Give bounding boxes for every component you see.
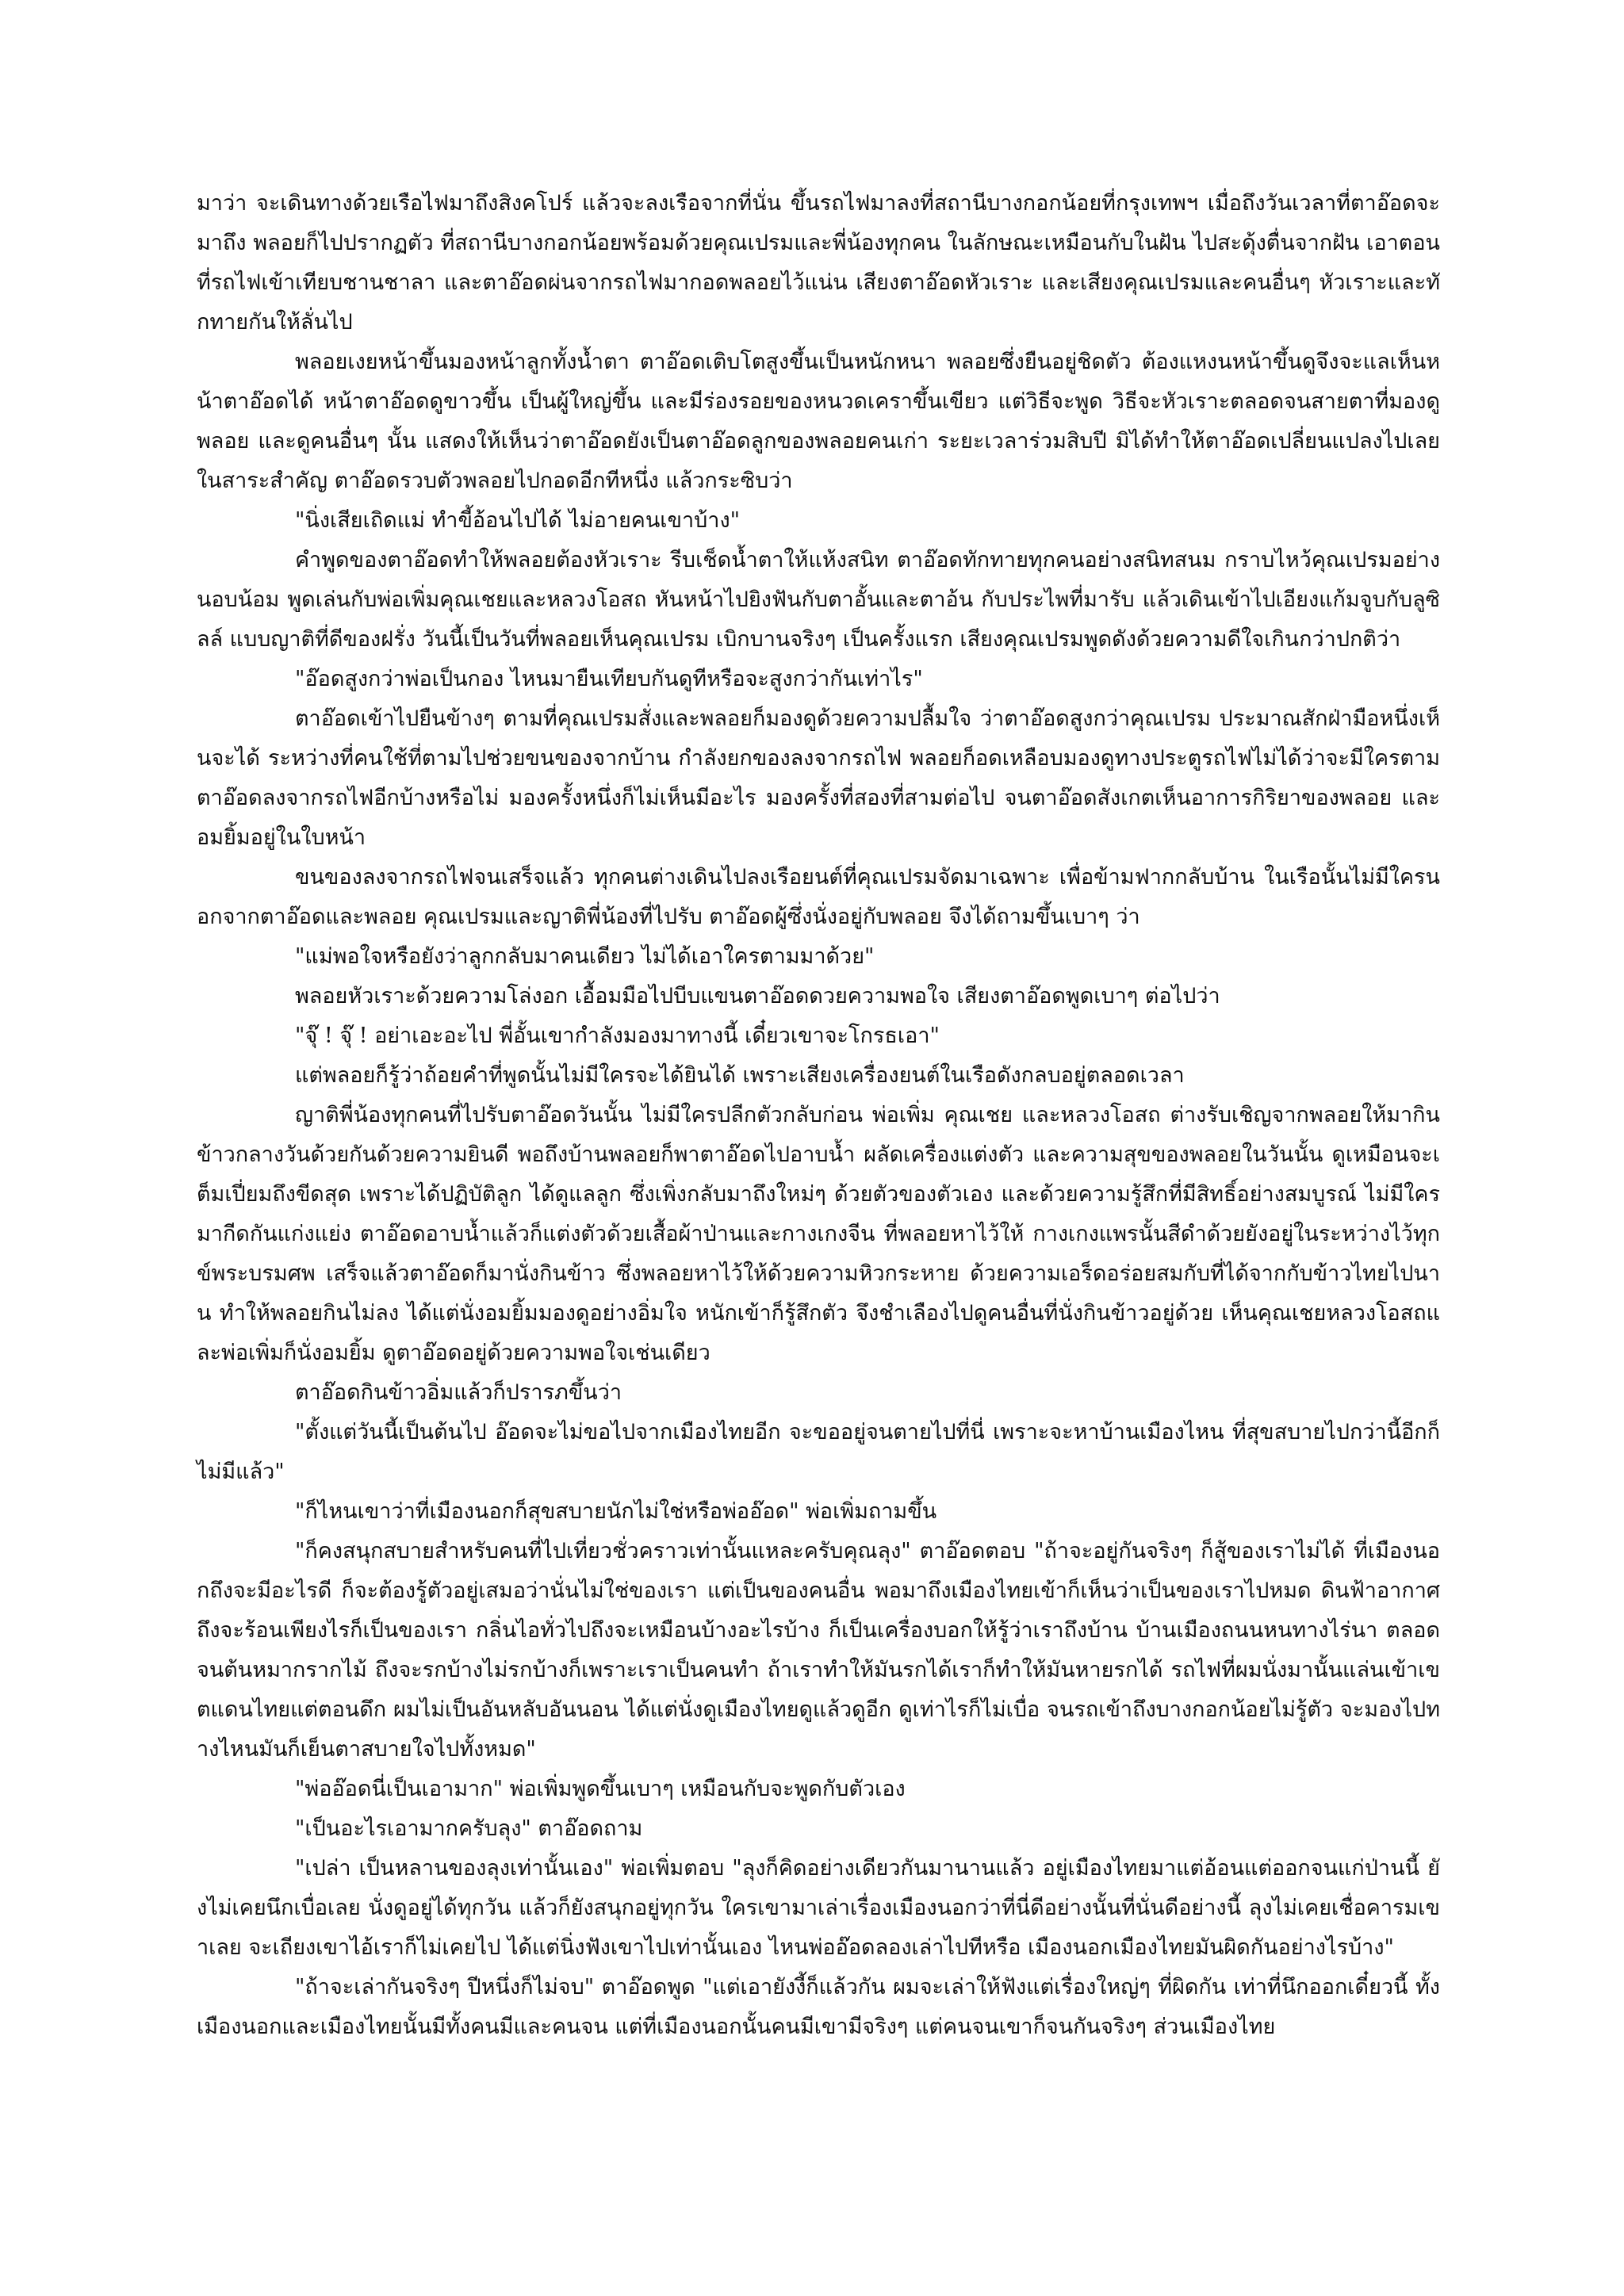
dialogue-line: "ตั้งแต่วันนี้เป็นต้นไป อ๊อดจะไม่ขอไปจากเมืองไทยอีก จะขออยู่จนตายไปที่นี่ เพราะจะหาบ้านเมืองไหน ที่สุขสบายไปกว่านี้อีกก็ไม่มีแล้ว" [197,1420,1440,1484]
paragraph: ขนของลงจากรถไฟจนเสร็จแล้ว ทุกคนต่างเดินไปลงเรือยนต์ที่คุณเปรมจัดมาเฉพาะ เพื่อข้ามฟากกลับบ้าน ในเรือนั้นไม่มีใครนอกจากตาอ๊อดและพลอย คุณเปรมและญาติพี่น้องที่ไปรับ ตาอ๊อดผู้ซึ่งนั่งอยู่กับพลอย จึงได้ถามขึ้นเบาๆ ว่า [197,865,1440,929]
document-page [197,184,1440,2047]
dialogue-line: "แม่พอใจหรือยังว่าลูกกลับมาคนเดียว ไม่ได้เอาใครตามมาด้วย" [295,944,875,969]
dialogue-line: "ก็ไหนเขาว่าที่เมืองนอกก็สุขสบายนักไม่ใช่หรือพ่ออ๊อด" พ่อเพิ่มถามขึ้น [295,1499,937,1524]
dialogue-line: "ถ้าจะเล่ากันจริงๆ ปีหนึ่งก็ไม่จบ" ตาอ๊อดพูด "แต่เอายังงี้ก็แล้วกัน ผมจะเล่าให้ฟังแต่เรื่องใหญ่ๆ ที่ผิดกัน เท่าที่นึกออกเดี๋ยวนี้ ทั้งเมืองนอกและเมืองไทยนั้นมีทั้งคนมีและคนจน แต่ที่เมืองนอกนั้นคนมีเขามีจริงๆ แต่คนจนเขาก็จนกันจริงๆ ส่วนเมืองไทย [197,1975,1440,2039]
paragraph: มาว่า จะเดินทางด้วยเรือไฟมาถึงสิงคโปร์ แล้วจะลงเรือจากที่นั่น ขึ้นรถไฟมาลงที่สถานีบางกอกน้อยที่กรุงเทพฯ เมื่อถึงวันเวลาที่ตาอ๊อดจะมาถึง พลอยก็ไปปรากฏตัว ที่สถานีบางกอกน้อยพร้อมด้วยคุณเปรมและพี่น้องทุกคน ในลักษณะเหมือนกับในฝัน ไปสะดุ้งตื่นจากฝัน เอาตอนที่รถไฟเข้าเทียบชานชาลา และตาอ๊อดผ่นจากรถไฟมากอดพลอยไว้แน่น เสียงตาอ๊อดหัวเราะ และเสียงคุณเปรมและคนอื่นๆ หัวเราะและทักทายกันให้ลั่นไป [197,191,1440,335]
dialogue-line: "อ๊อดสูงกว่าพ่อเป็นกอง ไหนมายืนเทียบกันดูทีหรือจะสูงกว่ากันเท่าไร" [295,667,923,691]
paragraph: คำพูดของตาอ๊อดทำให้พลอยต้องหัวเราะ รีบเช็ดน้ำตาให้แห้งสนิท ตาอ๊อดทักทายทุกคนอย่างสนิทสนม กราบไหว้คุณเปรมอย่างนอบน้อม พูดเล่นกับพ่อเพิ่มคุณเชยและหลวงโอสถ หันหน้าไปยิงฟันกับตาอั้นและตาอ้น กับประไพที่มารับ แล้วเดินเข้าไปเอียงแก้มจูบกับลูซิลล์ แบบญาติที่ดีของฝรั่ง วันนี้เป็นวันที่พลอยเห็นคุณเปรม เบิกบานจริงๆ เป็นครั้งแรก เสียงคุณเปรมพูดดังด้วยความดีใจเกินกว่าปกติว่า [197,548,1440,652]
paragraph: ตาอ๊อดเข้าไปยืนข้างๆ ตามที่คุณเปรมสั่งและพลอยก็มองดูด้วยความปลื้มใจ ว่าตาอ๊อดสูงกว่าคุณเปรม ประมาณสักฝ่ามือหนึ่งเห็นจะได้ ระหว่างที่คนใช้ที่ตามไปช่วยขนของจากบ้าน กำลังยกของลงจากรถไฟ พลอยก็อดเหลือบมองดูทางประตูรถไฟไม่ได้ว่าจะมีใครตามตาอ๊อดลงจากรถไฟอีกบ้างหรือไม่ มองครั้งหนึ่งก็ไม่เห็นมีอะไร มองครั้งที่สองที่สามต่อไป จนตาอ๊อดสังเกตเห็นอาการกิริยาของพลอย และอมยิ้มอยู่ในใบหน้า [197,706,1440,850]
paragraph: พลอยเงยหน้าขึ้นมองหน้าลูกทั้งน้ำตา ตาอ๊อดเติบโตสูงขึ้นเป็นหนักหนา พลอยซึ่งยืนอยู่ชิดตัว ต้องแหงนหน้าขึ้นดูจึงจะแลเห็นหน้าตาอ๊อดได้ หน้าตาอ๊อดดูขาวขึ้น เป็นผู้ใหญ่ขึ้น และมีร่องรอยของหนวดเคราขึ้นเขียว แต่วิธีจะพูด วิธีจะหัวเราะตลอดจนสายตาที่มองดูพลอย และดูคนอื่นๆ นั้น แสดงให้เห็นว่าตาอ๊อดยังเป็นตาอ๊อดลูกของพลอยคนเก่า ระยะเวลาร่วมสิบปี มิได้ทำให้ตาอ๊อดเปลี่ยนแปลงไปเลยในสาระสำคัญ ตาอ๊อดรวบตัวพลอยไปกอดอีกทีหนึ่ง แล้วกระซิบว่า [197,350,1440,493]
paragraph: แต่พลอยก็รู้ว่าถ้อยคำที่พูดนั้นไม่มีใครจะได้ยินได้ เพราะเสียงเครื่องยนต์ในเรือดังกลบอยู่ตลอดเวลา [295,1063,1185,1088]
dialogue-line: "จุ๊ ! จุ๊ ! อย่าเอะอะไป พี่อั้นเขากำลังมองมาทางนี้ เดี๋ยวเขาจะโกรธเอา" [295,1024,940,1048]
dialogue-line: "เป็นอะไรเอามากครับลุง" ตาอ๊อดถาม [295,1816,643,1841]
dialogue-line: "นิ่งเสียเถิดแม่ ทำขี้อ้อนไปได้ ไม่อายคนเขาบ้าง" [295,508,741,533]
paragraph: ญาติพี่น้องทุกคนที่ไปรับตาอ๊อดวันนั้น ไม่มีใครปลีกตัวกลับก่อน พ่อเพิ่ม คุณเชย และหลวงโอสถ ต่างรับเชิญจากพลอยให้มากินข้าวกลางวันด้วยกันด้วยความยินดี พอถึงบ้านพลอยก็พาตาอ๊อดไปอาบน้ำ ผลัดเครื่องแต่งตัว และความสุขของพลอยในวันนั้น ดูเหมือนจะเต็มเปี่ยมถึงขีดสุด เพราะได้ปฏิบัติลูก ได้ดูแลลูก ซึ่งเพิ่งกลับมาถึงใหม่ๆ ด้วยตัวของตัวเอง และด้วยความรู้สึกที่มีสิทธิ์อย่างสมบูรณ์ ไม่มีใครมากีดกันแก่งแย่ง ตาอ๊อดอาบน้ำแล้วก็แต่งตัวด้วยเสื้อผ้าป่านและกางเกงจีน ที่พลอยหาไว้ให้ กางเกงแพรนั้นสีดำด้วยยังอยู่ในระหว่างไว้ทุกข์พระบรมศพ เสร็จแล้วตาอ๊อดก็มานั่งกินข้าว ซึ่งพลอยหาไว้ให้ด้วยความหิวกระหาย ด้วยความเอร็ดอร่อยสมกับที่ได้จากกับข้าวไทยไปนาน ทำให้พลอยกินไม่ลง ได้แต่นั่งอมยิ้มมองดูอย่างอิ่มใจ หนักเข้าก็รู้สึกตัว จึงชำเลืองไปดูคนอื่นที่นั่งกินข้าวอยู่ด้วย เห็นคุณเชยหลวงโอสถและพ่อเพิ่มก็นั่งอมยิ้ม ดูตาอ๊อดอยู่ด้วยความพอใจเช่นเดียว [197,1103,1440,1365]
dialogue-line: "พ่ออ๊อดนี่เป็นเอามาก" พ่อเพิ่มพูดขึ้นเบาๆ เหมือนกับจะพูดกับตัวเอง [295,1777,906,1801]
paragraph: พลอยหัวเราะด้วยความโล่งอก เอื้อมมือไปบีบแขนตาอ๊อดดวยความพอใจ เสียงตาอ๊อดพูดเบาๆ ต่อไปว่า [295,984,1220,1008]
paragraph: ตาอ๊อดกินข้าวอิ่มแล้วก็ปรารภขึ้นว่า [295,1380,622,1405]
dialogue-line: "ก็คงสนุกสบายสำหรับคนที่ไปเที่ยวชั่วคราวเท่านั้นแหละครับคุณลุง" ตาอ๊อดตอบ "ถ้าจะอยู่กันจริงๆ ก็สู้ของเราไม่ได้ ที่เมืองนอกถึงจะมีอะไรดี ก็จะต้องรู้ตัวอยู่เสมอว่านั่นไม่ใช่ของเรา แต่เป็นของคนอื่น พอมาถึงเมืองไทยเข้าก็เห็นว่าเป็นของเราไปหมด ดินฟ้าอากาศถึงจะร้อนเพียงไรก็เป็นของเรา กลิ่นไอทั่วไปถึงจะเหมือนบ้างอะไรบ้าง ก็เป็นเครื่องบอกให้รู้ว่าเราถึงบ้าน บ้านเมืองถนนหนทางไร่นา ตลอดจนต้นหมากรากไม้ ถึงจะรกบ้างไม่รกบ้างก็เพราะเราเป็นคนทำ ถ้าเราทำให้มันรกได้เราก็ทำให้มันหายรกได้ รถไฟที่ผมนั่งมานั้นแล่นเข้าเขตแดนไทยแต่ตอนดึก ผมไม่เป็นอันหลับอันนอน ได้แต่นั่งดูเมืองไทยดูแล้วดูอีก ดูเท่าไรก็ไม่เบื่อ จนรถเข้าถึงบางกอกน้อยไม่รู้ตัว จะมองไปทางไหนมันก็เย็นตาสบายใจไปทั้งหมด" [197,1539,1440,1762]
dialogue-line: "เปล่า เป็นหลานของลุงเท่านั้นเอง" พ่อเพิ่มตอบ "ลุงก็คิดอย่างเดียวกันมานานแล้ว อยู่เมืองไทยมาแต่อ้อนแต่ออกจนแก่ป่านนี้ ยังไม่เคยนึกเบื่อเลย นั่งดูอยู่ได้ทุกวัน แล้วก็ยังสนุกอยู่ทุกวัน ใครเขามาเล่าเรื่องเมืองนอกว่าที่นี่ดีอย่างนั้นที่นั่นดีอย่างนี้ ลุงไม่เคยเชื่อคารมเขาเลย จะเถียงเขาไอ้เราก็ไม่เคยไป ได้แต่นิ่งฟังเขาไปเท่านั้นเอง ไหนพ่ออ๊อดลองเล่าไปทีหรือ เมืองนอกเมืองไทยมันผิดกันอย่างไรบ้าง" [197,1856,1440,1960]
